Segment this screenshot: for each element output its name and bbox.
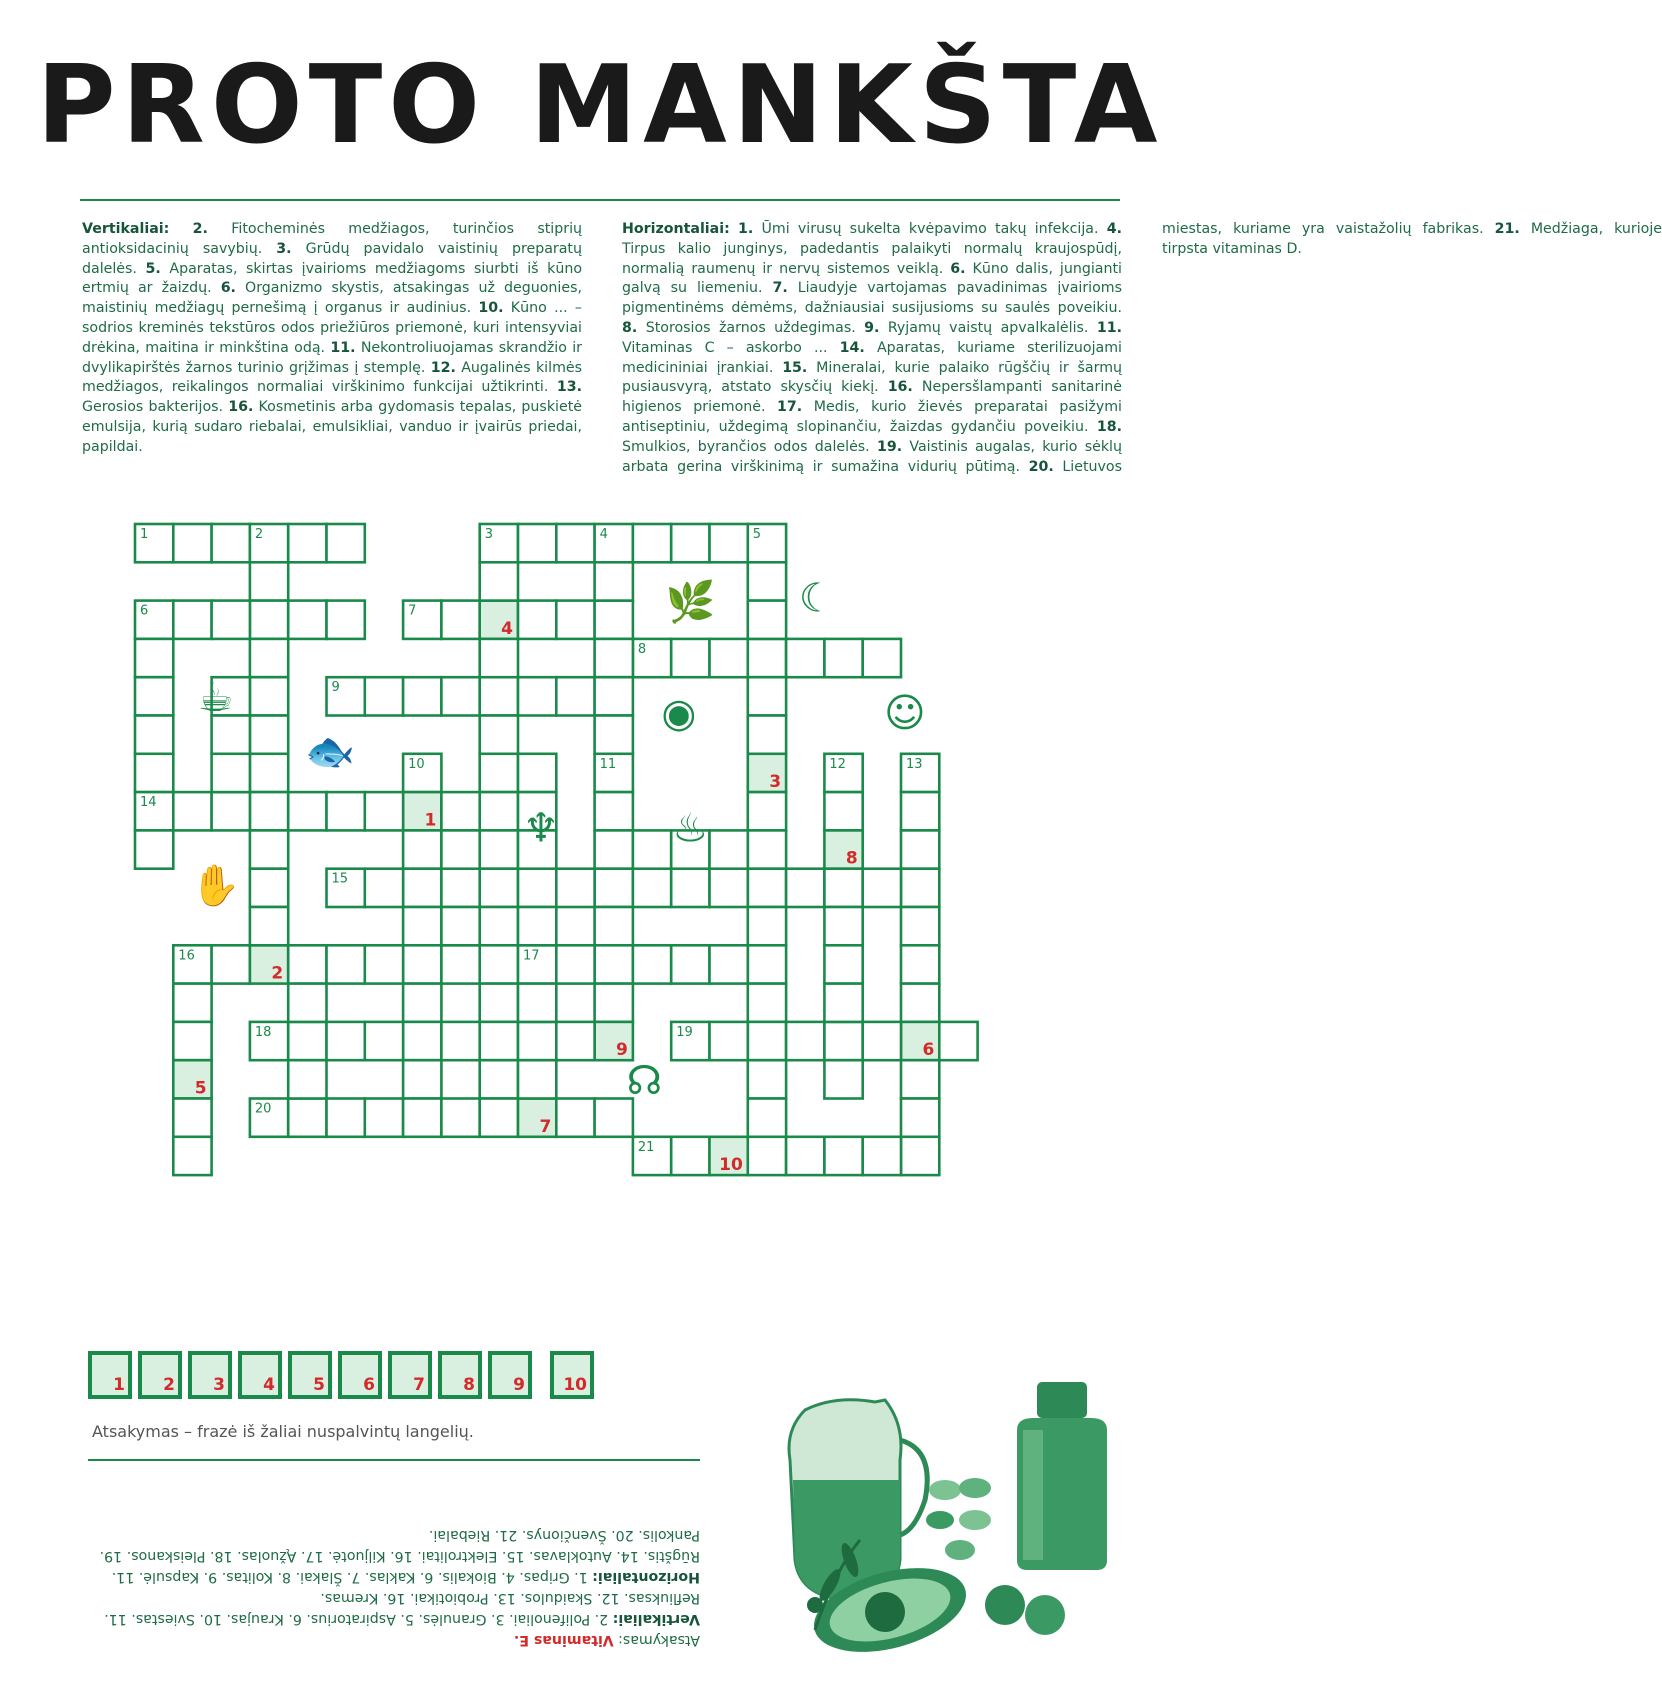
cell-number: 8 [637,641,647,657]
clue-text: Augalinės kilmės medžiagos, reikalingos normaliai virškinimo funkcijai užtikrinti. [82,359,583,396]
grid-cell[interactable] [365,677,403,715]
grid-cell[interactable] [212,945,250,983]
grid-cell[interactable] [480,1099,518,1137]
clue-number: 21. [1494,221,1520,237]
grid-cell[interactable] [863,1137,901,1175]
grid-cell[interactable] [480,562,518,600]
grid-cell[interactable] [403,984,441,1022]
grid-cell[interactable] [710,945,748,983]
answer-divider [88,1459,700,1461]
grid-cell[interactable] [863,1022,901,1060]
fish-oil-bottle-icon: 🐟 [305,728,356,775]
grid-cell[interactable] [748,792,786,830]
grid-cell[interactable] [403,677,441,715]
grid-cell[interactable] [441,601,479,639]
clue-number: 11. [1096,319,1122,336]
grid-cell[interactable] [288,792,326,830]
grid-cell[interactable] [748,639,786,677]
grid-cell[interactable] [748,869,786,907]
grid-cell[interactable] [403,945,441,983]
grid-cell[interactable] [556,1099,594,1137]
grid-cell[interactable] [173,1022,211,1060]
grid-cell[interactable] [441,677,479,715]
grid-cell[interactable] [595,792,633,830]
grid-cell[interactable] [173,524,211,562]
ear-icon: ☊ [626,1058,663,1105]
grid-cell[interactable] [518,869,556,907]
grid-cell[interactable] [710,524,748,562]
grid-cell[interactable] [786,869,824,907]
grid-cell[interactable] [480,830,518,868]
clue-number: 6. [220,280,236,297]
answer-cell-number: 3 [213,1375,225,1395]
clue-number: 1. [738,221,754,237]
clue-text: Ūmi virusų sukelta kvėpavimo takų infekcija. [753,221,1107,237]
clue-text: Mineralai, kurie palaiko rūgščių ir šarmų pusiausvyrą, atstato skysčių kiekį. [622,359,1123,396]
grid-cell[interactable] [480,869,518,907]
grid-cell[interactable] [250,869,288,907]
grid-cell[interactable] [748,830,786,868]
clue-number: 7. [772,280,788,297]
clue-text: Gerosios bakterijos. [82,399,229,416]
grid-cell[interactable] [135,830,173,868]
horizontal-heading: Horizontaliai: [622,221,730,237]
clue-text: Kūno dalis, jungianti galvą su liemeniu. [622,260,1122,297]
grid-cell[interactable] [518,524,556,562]
grid-cell[interactable] [480,984,518,1022]
clue-text: Smulkios, byrančios odos dalelės. [622,438,877,455]
answer-cell-number: 1 [113,1375,125,1395]
cell-number: 7 [408,603,417,619]
grid-cell[interactable] [441,830,479,868]
cell-number: 12 [829,756,846,772]
grid-cell[interactable] [480,716,518,754]
grid-cell[interactable] [901,792,939,830]
cell-number: 21 [637,1139,655,1155]
solution-horizontal: Horizontaliai: 1. Gripas. 4. Biokalis. 6. Kaklas. 7. Šlakai. 8. Kolitas. 9. Kapsulė. 11. Rūgštis. 14. Autoklavas. 15. Elektrolitai. 16. Kiljuotė. 17. Ąžuolas. 18. Pleiskanos. 19. Pankolis. 20. Švenčionys. 21. Riebalai. [99,1527,700,1585]
clue-number: 19. [876,438,903,455]
grid-cell[interactable] [250,830,288,868]
clue-number: 11. [330,339,356,356]
grid-cell[interactable] [595,716,633,754]
moon-cloud-icon: ☾ [798,575,835,622]
clue-text: Medis, kurio žievės preparatai pasižymi antiseptiniu, uždegimą slopinančiu, žaizdas gydančiu poveikiu. [622,399,1123,435]
cell-number: 5 [752,527,762,542]
grid-cell[interactable] [441,869,479,907]
grid-cell[interactable] [250,792,288,830]
grid-cell[interactable] [327,792,365,830]
clue-text: Vitaminas C – askorbo ... [622,339,840,356]
grid-cell[interactable] [480,1060,518,1098]
grid-cell[interactable] [824,907,862,945]
grid-cell[interactable] [250,907,288,945]
clue-text: Tirpus kalio junginys, padedantis palaikyti normalų kraujospūdį, normalią raumenų ir nervų sistemos veiklą. [622,240,1122,277]
grid-cell[interactable] [135,639,173,677]
grid-cell[interactable] [710,1022,748,1060]
grid-cell[interactable] [901,984,939,1022]
grid-cell[interactable] [863,869,901,907]
grid-cell[interactable] [250,754,288,792]
grid-cell[interactable] [595,639,633,677]
clue-number: 5. [145,260,161,277]
grid-cell[interactable] [786,1022,824,1060]
grid-cell[interactable] [480,677,518,715]
answer-cell-number: 9 [513,1375,525,1395]
grid-cell[interactable] [556,524,594,562]
clue-text: Fitocheminės medžiagos, turinčios stiprių antioksidacinių savybių. [82,221,582,257]
answer-letter-index: 9 [616,1040,628,1061]
clue-number: 16. [887,379,913,396]
grid-cell[interactable] [595,677,633,715]
answer-letter-index: 2 [271,963,284,984]
grid-cell[interactable] [212,754,250,792]
grid-cell[interactable] [327,945,365,983]
cell-number: 18 [254,1024,272,1040]
clue-text: Nekontroliuojamas skrandžio ir dvylikapirštės žarnos turinio grįžimas į stemplę. [82,339,582,376]
clue-number: 10. [478,300,504,317]
grid-cell[interactable] [901,1137,939,1175]
answer-letter-index: 1 [424,810,437,831]
solution-upside-down [90,1470,700,1650]
grid-cell[interactable] [250,677,288,715]
grid-cell[interactable] [824,1060,862,1098]
grid-cell[interactable] [748,907,786,945]
grid-cell[interactable] [365,1099,403,1137]
grid-cell[interactable] [748,1022,786,1060]
cell-number: 11 [599,756,617,772]
grid-cell[interactable] [824,1137,862,1175]
grid-cell[interactable] [595,869,633,907]
grid-cell[interactable] [288,601,326,639]
grid-cell[interactable] [403,1022,441,1060]
grid-cell[interactable] [480,945,518,983]
tea-mug-icon: ☕ [197,675,234,722]
grid-cell[interactable] [824,945,862,983]
grid-cell[interactable] [135,716,173,754]
cell-number: 14 [140,795,157,811]
grid-cell[interactable] [595,562,633,600]
leaf-icon: 🌿 [665,579,716,626]
clue-number: 8. [622,319,638,336]
grid-cell[interactable] [710,830,748,868]
grid-cell[interactable] [671,639,709,677]
grid-cell[interactable] [288,1022,326,1060]
grid-cell[interactable] [250,639,288,677]
answer-cell[interactable] [188,1351,232,1399]
clue-text: Storosios žarnos uždegimas. [637,319,865,336]
clue-text: Organizmo skystis, atsakingas už deguonies, maistinių medžiagų pernešimą į organus ir audinius. [82,280,582,317]
grid-cell[interactable] [556,1022,594,1060]
answer-cell[interactable] [388,1351,432,1399]
vitamins-illustration [775,1370,1135,1670]
grid-cell[interactable] [748,677,786,715]
grid-cell[interactable] [556,677,594,715]
grid-cell[interactable] [403,907,441,945]
grid-cell[interactable] [441,792,479,830]
grid-cell[interactable] [748,562,786,600]
answer-letter-index: 7 [539,1116,552,1137]
answer-cell[interactable] [438,1351,482,1399]
shaving-brush-icon: ♆ [523,805,559,852]
grid-cell[interactable] [135,754,173,792]
grid-cell[interactable] [518,754,556,792]
grid-cell[interactable] [441,1099,479,1137]
grid-cell[interactable] [173,1137,211,1175]
answer-cell-number: 10 [563,1375,587,1395]
clue-number: 9. [864,319,880,336]
grid-cell[interactable] [288,524,326,562]
answer-cell-number: 7 [413,1375,425,1395]
clue-number: 15. [782,359,808,376]
vertical-heading: Vertikaliai: [82,221,170,237]
answer-cell-number: 5 [313,1375,325,1395]
grid-cell[interactable] [748,984,786,1022]
grid-cell[interactable] [518,1022,556,1060]
clue-number: 12. [430,359,456,376]
grid-cell[interactable] [901,945,939,983]
grid-cell[interactable] [327,1022,365,1060]
grid-cell[interactable] [595,1099,633,1137]
clue-text: Lietuvos miestas, kuriame yra vaistažolių fabrikas. [1053,221,1495,475]
grid-cell[interactable] [173,792,211,830]
grid-cell[interactable] [901,869,939,907]
answer-cell[interactable] [88,1351,132,1399]
grid-cell[interactable] [403,830,441,868]
grid-cell[interactable] [748,601,786,639]
grid-cell[interactable] [671,524,709,562]
grid-cell[interactable] [595,907,633,945]
answer-letter-index: 4 [501,618,513,639]
grid-cell[interactable] [633,869,671,907]
grid-cell[interactable] [824,869,862,907]
grid-cell[interactable] [863,639,901,677]
cell-number: 1 [140,527,149,542]
stomach-icon: ♨ [672,805,709,852]
cell-number: 4 [599,527,608,542]
grid-cell[interactable] [939,1022,977,1060]
grid-cell[interactable] [595,945,633,983]
clue-number: 6. [950,260,966,277]
answer-letter-index: 10 [719,1155,743,1176]
grid-cell[interactable] [365,792,403,830]
grid-cell[interactable] [824,639,862,677]
grid-cell[interactable] [480,1022,518,1060]
grid-cell[interactable] [212,601,250,639]
grid-cell[interactable] [480,754,518,792]
grid-cell[interactable] [173,984,211,1022]
clue-text: Ryjamų vaistų apvalkalėlis. [879,319,1097,336]
grid-cell[interactable] [633,830,671,868]
grid-cell[interactable] [556,869,594,907]
grid-cell[interactable] [403,1060,441,1098]
grid-cell[interactable] [901,907,939,945]
grid-cell[interactable] [212,792,250,830]
grid-cell[interactable] [671,869,709,907]
grid-cell[interactable] [365,1022,403,1060]
grid-cell[interactable] [135,677,173,715]
cell-number: 19 [676,1024,693,1040]
grid-cell[interactable] [480,639,518,677]
grid-cell[interactable] [595,984,633,1022]
solution-answer: Atsakymas: Vitaminas E. [513,1632,700,1648]
answer-cell[interactable] [488,1351,532,1399]
hand-drop-icon: ✋ [190,862,241,909]
clue-text: Liaudyje vartojamas pavadinimas įvairioms pigmentinėms dėmėms, dažniausiai susijusioms su saulės poveikiu. [622,280,1122,317]
grid-cell[interactable] [595,830,633,868]
grid-cell[interactable] [212,524,250,562]
grid-cell[interactable] [288,984,326,1022]
answer-cell-number: 8 [463,1375,475,1395]
grid-cell[interactable] [518,601,556,639]
grid-cell[interactable] [786,639,824,677]
cell-number: 17 [523,948,540,964]
grid-cell[interactable] [173,1099,211,1137]
grid-cell[interactable] [327,524,365,562]
grid-cell[interactable] [250,562,288,600]
grid-cell[interactable] [403,1099,441,1137]
grid-cell[interactable] [441,907,479,945]
cell-number: 3 [484,527,493,542]
grid-cell[interactable] [710,869,748,907]
answer-cell[interactable] [238,1351,282,1399]
grid-cell[interactable] [824,984,862,1022]
clue-number: 16. [228,399,254,416]
cell-number: 9 [331,680,340,696]
clue-text: Vaistinis augalas, kurio sėklų arbata gerina virškinimą ir sumažina vidurių pūtimą. [622,438,1122,475]
grid-cell[interactable] [288,945,326,983]
grid-cell[interactable] [748,716,786,754]
grid-cell[interactable] [824,792,862,830]
clue-text: Nepersšlampanti sanitarinė higienos priemonė. [622,379,1122,416]
grid-cell[interactable] [212,716,250,754]
clue-number: 4. [1106,221,1122,237]
clue-text: Kūno ... – sodrios kreminės tekstūros odos priežiūros priemonė, kuri intensyviai drėkina, maitina ir minkština odą. [82,300,582,356]
answer-letter-index: 6 [922,1040,935,1061]
answer-cell[interactable] [138,1351,182,1399]
clue-text: Aparatas, skirtas įvairioms medžiagoms siurbti iš kūno ertmių ar žaizdų. [82,260,583,297]
cell-number: 13 [906,756,923,772]
clue-text: Kosmetinis arba gydomasis tepalas, puskietė emulsija, kurią sudaro riebalai, emulsikliai, vanduo ir įvairūs priedai, papildai. [82,399,582,455]
grid-cell[interactable] [710,639,748,677]
grid-cell[interactable] [480,792,518,830]
grid-cell[interactable] [633,945,671,983]
grid-cell[interactable] [441,1022,479,1060]
grid-cell[interactable] [441,945,479,983]
answer-letter-index: 8 [845,848,858,869]
answer-cell[interactable] [338,1351,382,1399]
solution-answer-value: Vitaminas E. [513,1632,614,1648]
grid-cell[interactable] [671,945,709,983]
grid-cell[interactable] [556,601,594,639]
bottle-icon [1017,1382,1107,1570]
clue-number: 14. [839,339,865,356]
grid-cell[interactable] [748,1099,786,1137]
clue-number: 17. [777,399,803,416]
answer-cell[interactable] [550,1351,594,1399]
grid-cell[interactable] [327,601,365,639]
grid-cell[interactable] [403,869,441,907]
grid-cell[interactable] [748,945,786,983]
grid-cell[interactable] [786,1137,824,1175]
grid-cell[interactable] [365,869,403,907]
clue-number: 20. [1028,458,1054,475]
clue-text: Medžiaga, kurioje tirpsta vitaminas D. [1162,221,1662,257]
grid-cell[interactable] [518,677,556,715]
cell-number: 20 [254,1101,272,1117]
grid-cell[interactable] [748,1060,786,1098]
grid-cell[interactable] [518,1060,556,1098]
cell-number: 2 [254,527,264,542]
grid-cell[interactable] [518,984,556,1022]
clue-text: Aparatas, kuriame sterilizuojami medicininiai įrankiai. [622,339,1122,376]
solution-vertical: Vertikaliai: 2. Polifenoliai. 3. Granulės. 5. Aspiratorius. 6. Kraujas. 10. Sviestas. 11. Refliuksas. 12. Skaidulos. 13. Probiotikai. 16. Kremas. [104,1590,700,1627]
grid-cell[interactable] [250,716,288,754]
grid-cell[interactable] [327,1099,365,1137]
answer-cell[interactable] [288,1351,332,1399]
cell-number: 10 [408,756,425,772]
grid-cell[interactable] [748,1137,786,1175]
cell-number: 6 [140,603,149,619]
face-icon: ☺ [883,690,926,737]
answer-cell-number: 6 [363,1375,375,1395]
cell-number: 15 [331,871,349,887]
page-title: PROTO MANKŠTA [36,43,1164,168]
answer-note: Atsakymas – frazė iš žaliai nuspalvintų langelių. [92,1422,474,1441]
answer-letter-index: 5 [194,1078,207,1099]
grid-cell[interactable] [480,907,518,945]
answer-cell-number: 4 [263,1375,275,1395]
grid-cell[interactable] [901,1099,939,1137]
clue-number: 18. [1096,418,1122,435]
grid-cell[interactable] [901,830,939,868]
grid-cell[interactable] [288,1099,326,1137]
grid-cell[interactable] [250,601,288,639]
answer-cell-number: 2 [163,1375,175,1395]
clue-text: Grūdų pavidalo vaistinių preparatų dalelės. [82,240,582,277]
grid-cell[interactable] [633,524,671,562]
grid-cell[interactable] [173,601,211,639]
clue-number: 3. [276,240,292,257]
grid-cell[interactable] [365,945,403,983]
grid-cell[interactable] [671,1137,709,1175]
grid-cell[interactable] [288,1060,326,1098]
grid-cell[interactable] [595,601,633,639]
grid-cell[interactable] [556,945,594,983]
grid-cell[interactable] [824,1022,862,1060]
eye-icon: ◉ [661,690,697,737]
clue-number: 2. [192,221,208,237]
grid-cell[interactable] [901,1060,939,1098]
cell-number: 16 [178,948,195,964]
grid-cell[interactable] [518,907,556,945]
clue-number: 13. [556,379,582,396]
answer-letter-index: 3 [769,772,782,793]
